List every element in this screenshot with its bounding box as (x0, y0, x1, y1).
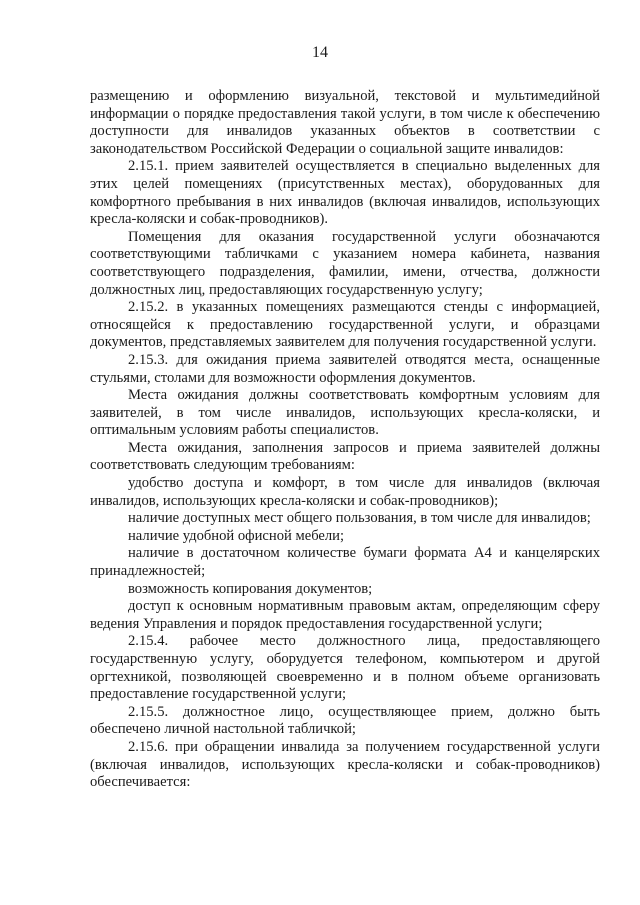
paragraph: наличие удобной офисной мебели; (128, 527, 345, 544)
paragraph: Места ожидания должны соответствовать комфортным условиям для заявителей, в том числе инвалидов, использующих кресла-коляски, и оптимальным условиям работы специалистов. (90, 387, 600, 439)
paragraph: наличие в достаточном количестве бумаги формата А4 и канцелярских принадлежностей; (90, 545, 600, 580)
paragraph: Помещения для оказания государственной услуги обозначаются соответствующими табличками с указанием номера кабинета, названия соответствующего подразделения, фамилии, имени, отчества, должности должностных лиц, предоставляющих государственную услугу; (90, 228, 600, 298)
document-body (90, 88, 600, 792)
paragraph: 2.15.6. при обращении инвалида за получением государственной услуги (включая инвалидов, использующих кресла-коляски и собак-проводников) обеспечивается: (90, 738, 600, 791)
paragraph: 2.15.4. рабочее место должностного лица, предоставляющего государственную услугу, оборудуется телефоном, компьютером и другой оргтехникой, позволяющей своевременно и в полном объеме организовать предоставление государственной услуги; (90, 633, 600, 703)
paragraph: доступ к основным нормативным правовым актам, определяющим сферу ведения Управления и порядок предоставления государственной услуги; (90, 598, 600, 632)
paragraph: возможность копирования документов; (128, 580, 373, 597)
paragraph: 2.15.3. для ожидания приема заявителей отводятся места, оснащенные стульями, столами для возможности оформления документов. (90, 351, 600, 386)
paragraph: размещению и оформлению визуальной, текстовой и мультимедийной информации о порядке предоставления такой услуги, в том числе к обеспечению доступности для инвалидов указанных объектов в соответствии с законодательством Российской Федерации о социальной защите инвалидов: (90, 88, 600, 157)
paragraph: 2.15.5. должностное лицо, осуществляющее прием, должно быть обеспечено личной настольной табличкой; (90, 703, 600, 738)
paragraph: Места ожидания, заполнения запросов и приема заявителей должны соответствовать следующим требованиям: (90, 439, 600, 474)
paragraph: удобство доступа и комфорт, в том числе для инвалидов (включая инвалидов, использующих кресла-коляски и собак-проводников); (90, 475, 600, 509)
paragraph: 2.15.2. в указанных помещениях размещаются стенды с информацией, относящейся к предоставлению государственной услуги, и образцами документов, представляемых заявителем для получения государственной услуги. (90, 299, 600, 351)
page-number: 14 (312, 44, 328, 61)
paragraph: 2.15.1. прием заявителей осуществляется в специально выделенных для этих целей помещениях (присутственных местах), оборудованных для комфортного пребывания в них инвалидов (включая инвалидов, использующих кресла-коляски и собак-проводников). (90, 158, 600, 228)
paragraph: наличие доступных мест общего пользования, в том числе для инвалидов; (128, 510, 591, 527)
